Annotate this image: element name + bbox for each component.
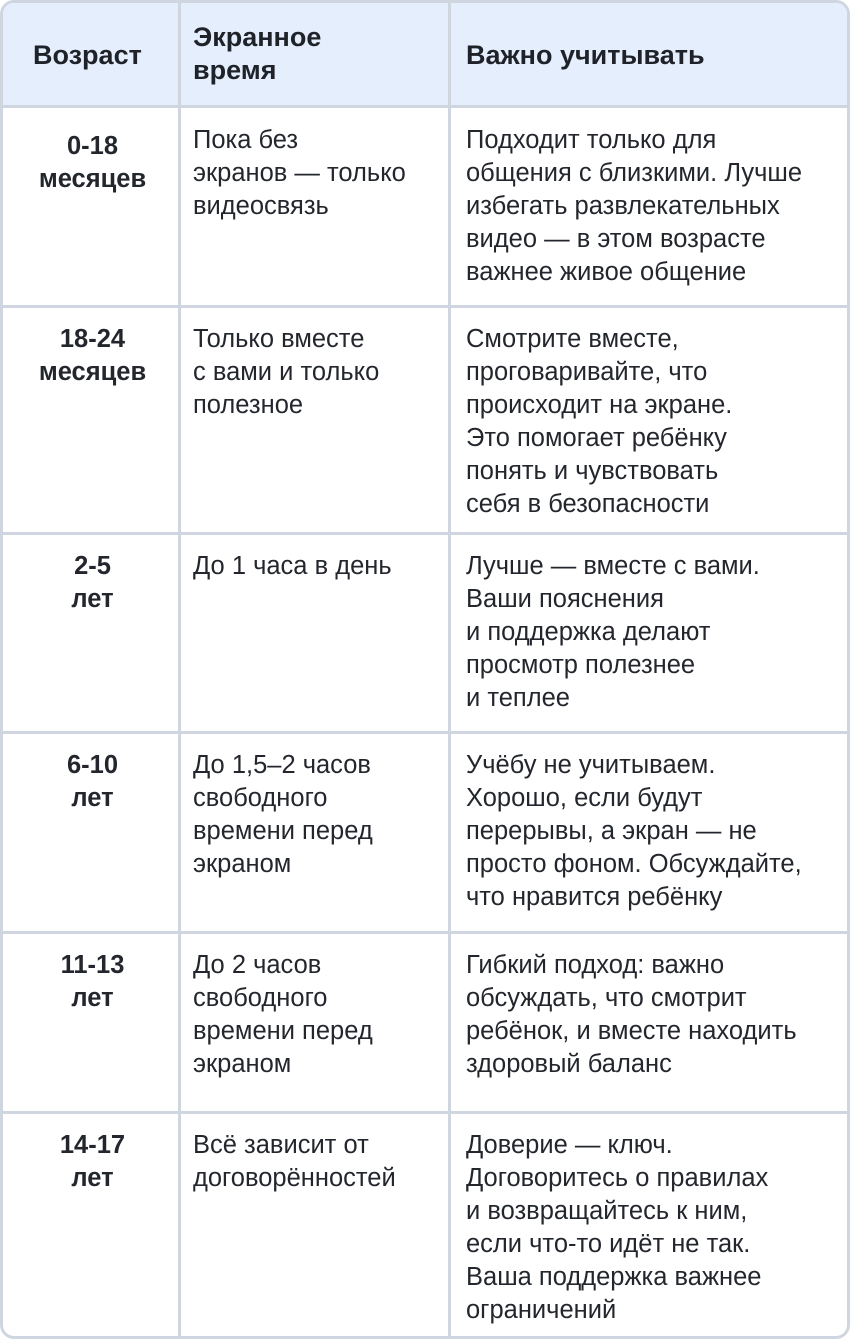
- row-divider: [3, 532, 847, 535]
- row-divider: [3, 731, 847, 734]
- row-age-cell: 2-5 лет: [71, 552, 114, 613]
- header-notes: Важно учитывать: [466, 40, 705, 70]
- row-age-cell: 11-13 лет: [60, 951, 125, 1012]
- row-notes-cell: Доверие — ключ. Договоритесь о правилах и возвращайтесь к ним, если что-то идёт не так. Ваша поддержка важнее ограничений: [466, 1131, 769, 1324]
- row-notes-cell: Учёбу не учитываем. Хорошо, если будут перерывы, а экран — не просто фоном. Обсуждайте, что нравится ребёнку: [466, 751, 802, 911]
- row-divider: [3, 1111, 847, 1114]
- row-age-cell: 14-17 лет: [59, 1131, 126, 1192]
- row-notes-cell: Лучше — вместе с вами. Ваши пояснения и поддержка делают просмотр полезнее и теплее: [466, 552, 760, 712]
- row-screen-time-cell: До 1,5–2 часов свободного времени перед экраном: [193, 751, 373, 878]
- row-screen-time-cell: До 2 часов свободного времени перед экраном: [193, 951, 373, 1078]
- header-age: Возраст: [33, 40, 142, 70]
- row-divider: [3, 931, 847, 934]
- row-age-cell: 6-10 лет: [66, 751, 119, 812]
- row-notes-cell: Гибкий подход: важно обсуждать, что смотрит ребёнок, и вместе находить здоровый баланс: [466, 951, 797, 1078]
- row-screen-time-cell: До 1 часа в день: [193, 552, 392, 580]
- row-divider: [3, 305, 847, 308]
- row-age-cell: 0-18 месяцев: [38, 132, 147, 193]
- row-notes-cell: Смотрите вместе, проговаривайте, что происходит на экране. Это помогает ребёнку понять и чувствовать себя в безопасности: [466, 325, 733, 518]
- row-screen-time-cell: Пока без экранов — только видеосвязь: [193, 126, 406, 220]
- header-screen-time: Экранное время: [193, 22, 322, 85]
- row-notes-cell: Подходит только для общения с близкими. Лучше избегать развлекательных видео — в этом возрасте важнее живое общение: [466, 126, 803, 286]
- row-screen-time-cell: Только вместе с вами и только полезное: [193, 325, 380, 419]
- row-screen-time-cell: Всё зависит от договорённостей: [193, 1131, 396, 1192]
- row-age-cell: 18-24 месяцев: [38, 325, 147, 386]
- row-divider: [3, 105, 847, 108]
- column-divider: [448, 3, 451, 1336]
